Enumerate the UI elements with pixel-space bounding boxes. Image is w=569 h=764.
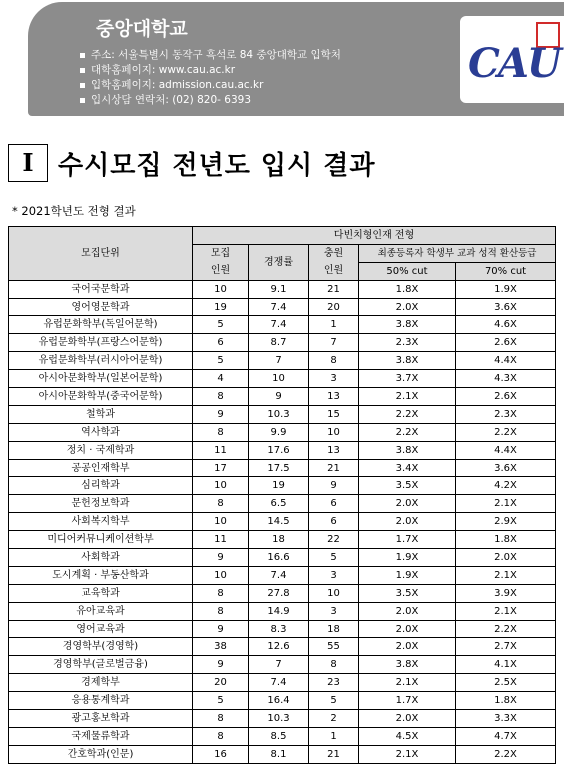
cell-50cut: 1.7X [359,692,456,710]
cell-unit: 유럽문화학부(독일어문학) [9,316,193,334]
cell-ratio: 19 [249,477,309,495]
cell-ratio: 14.5 [249,513,309,531]
cell-quota: 11 [193,531,249,549]
cell-ratio: 7 [249,656,309,674]
cell-ratio: 9.1 [249,280,309,298]
cell-70cut: 4.1X [456,656,556,674]
cell-50cut: 3.8X [359,656,456,674]
cell-50cut: 4.5X [359,727,456,745]
admission-line [80,78,341,93]
cell-ratio: 17.5 [249,459,309,477]
cell-quota: 8 [193,584,249,602]
cell-ratio: 17.6 [249,441,309,459]
cell-unit: 도시계획 · 부동산학과 [9,566,193,584]
cell-quota: 16 [193,745,249,763]
cell-unit: 유럽문화학부(프랑스어문학) [9,334,193,352]
cell-unit: 경영학부(글로벌금융) [9,656,193,674]
cell-ratio: 8.3 [249,620,309,638]
cell-50cut: 3.5X [359,477,456,495]
cell-50cut: 2.0X [359,710,456,728]
homepage-line [80,63,341,78]
table-row [9,352,556,370]
cau-logo [460,16,569,103]
cell-quota: 19 [193,298,249,316]
cell-50cut: 3.8X [359,316,456,334]
cell-ratio: 6.5 [249,495,309,513]
results-table [8,226,556,764]
cell-50cut: 2.3X [359,334,456,352]
cell-50cut: 2.0X [359,638,456,656]
cell-70cut: 3.6X [456,298,556,316]
table-row [9,423,556,441]
cell-extra: 5 [309,549,359,567]
cell-ratio: 8.7 [249,334,309,352]
cell-50cut: 2.1X [359,388,456,406]
header-banner [28,2,564,116]
table-row [9,459,556,477]
logo-text: CAU [468,40,560,87]
cell-quota: 8 [193,423,249,441]
cell-ratio: 7.4 [249,298,309,316]
cell-quota: 17 [193,459,249,477]
address-text: 주소: 서울특별시 동작구 흑석로 84 중앙대학교 입학처 [91,49,341,61]
table-row [9,441,556,459]
cell-50cut: 2.1X [359,745,456,763]
table-row [9,513,556,531]
admission-text: 입학홈페이지: admission.cau.ac.kr [91,79,264,91]
table-row [9,727,556,745]
contact-line [80,93,341,108]
cell-unit: 광고홍보학과 [9,710,193,728]
section-title: 수시모집 전년도 입시 결과 [58,151,376,181]
cell-50cut: 2.0X [359,298,456,316]
cell-extra: 21 [309,745,359,763]
contact-text: 입시상담 연락처: (02) 820- 6393 [91,94,251,106]
cell-ratio: 7 [249,352,309,370]
cell-ratio: 16.4 [249,692,309,710]
cell-70cut: 2.1X [456,566,556,584]
cell-unit: 철학과 [9,405,193,423]
table-row [9,334,556,352]
cell-quota: 5 [193,352,249,370]
cell-quota: 20 [193,674,249,692]
cell-extra: 7 [309,334,359,352]
cell-extra: 8 [309,656,359,674]
cell-50cut: 3.5X [359,584,456,602]
cell-70cut: 1.9X [456,280,556,298]
cell-quota: 9 [193,656,249,674]
cell-unit: 경영학부(경영학) [9,638,193,656]
cell-70cut: 2.1X [456,495,556,513]
cell-70cut: 2.9X [456,513,556,531]
cell-quota: 4 [193,370,249,388]
cell-70cut: 2.3X [456,405,556,423]
cell-unit: 유아교육과 [9,602,193,620]
cell-unit: 유럽문화학부(러시아어문학) [9,352,193,370]
cell-quota: 5 [193,692,249,710]
cell-extra: 5 [309,692,359,710]
table-body [9,280,556,763]
cell-ratio: 27.8 [249,584,309,602]
cell-quota: 8 [193,495,249,513]
cell-unit: 심리학과 [9,477,193,495]
table-row [9,405,556,423]
cell-50cut: 2.0X [359,495,456,513]
table-row [9,495,556,513]
cell-extra: 3 [309,566,359,584]
cell-70cut: 4.7X [456,727,556,745]
cell-70cut: 1.8X [456,531,556,549]
cell-50cut: 3.4X [359,459,456,477]
cell-unit: 응용통계학과 [9,692,193,710]
header-group: 다빈치형인재 전형 [193,227,556,245]
section-number: I [8,144,48,182]
cell-unit: 문헌정보학과 [9,495,193,513]
cell-50cut: 2.2X [359,405,456,423]
cell-50cut: 3.7X [359,370,456,388]
cell-unit: 미디어커뮤니케이션학부 [9,531,193,549]
cell-70cut: 2.2X [456,745,556,763]
cell-ratio: 8.1 [249,745,309,763]
cell-extra: 2 [309,710,359,728]
table-row [9,316,556,334]
cell-extra: 13 [309,388,359,406]
cell-ratio: 7.4 [249,316,309,334]
cell-50cut: 3.8X [359,441,456,459]
cell-50cut: 1.9X [359,566,456,584]
cell-70cut: 2.2X [456,423,556,441]
cell-ratio: 9 [249,388,309,406]
cell-extra: 15 [309,405,359,423]
cell-quota: 8 [193,727,249,745]
table-row [9,692,556,710]
cell-50cut: 3.8X [359,352,456,370]
header-grade: 최종등록자 학생부 교과 성적 환산등급 [359,244,556,262]
cell-quota: 5 [193,316,249,334]
school-name: 중앙대학교 [96,18,188,40]
cell-extra: 21 [309,459,359,477]
cell-extra: 3 [309,602,359,620]
cell-70cut: 4.2X [456,477,556,495]
cell-unit: 정치 · 국제학과 [9,441,193,459]
bullet-icon [80,53,85,58]
cell-extra: 3 [309,370,359,388]
cell-70cut: 4.3X [456,370,556,388]
cell-unit: 역사학과 [9,423,193,441]
table-row [9,710,556,728]
cell-50cut: 2.2X [359,423,456,441]
table-row [9,388,556,406]
cell-unit: 간호학과(인문) [9,745,193,763]
cell-unit: 영어영문학과 [9,298,193,316]
cell-70cut: 2.1X [456,602,556,620]
cell-quota: 10 [193,477,249,495]
table-row [9,477,556,495]
table-row [9,638,556,656]
cell-50cut: 2.1X [359,674,456,692]
cell-ratio: 7.4 [249,674,309,692]
cell-70cut: 4.4X [456,441,556,459]
cell-unit: 공공인재학부 [9,459,193,477]
contact-list [80,48,341,108]
cell-ratio: 8.5 [249,727,309,745]
cell-extra: 20 [309,298,359,316]
cell-extra: 6 [309,495,359,513]
cell-unit: 사회학과 [9,549,193,567]
table-row [9,280,556,298]
cell-extra: 13 [309,441,359,459]
cell-quota: 38 [193,638,249,656]
cell-extra: 9 [309,477,359,495]
cell-50cut: 2.0X [359,620,456,638]
cell-quota: 6 [193,334,249,352]
cell-70cut: 2.7X [456,638,556,656]
cell-quota: 8 [193,602,249,620]
cell-extra: 55 [309,638,359,656]
cell-unit: 교육학과 [9,584,193,602]
cell-unit: 사회복지학부 [9,513,193,531]
header-unit: 모집단위 [9,227,193,281]
cell-50cut: 2.0X [359,602,456,620]
cell-50cut: 1.9X [359,549,456,567]
cell-extra: 23 [309,674,359,692]
cell-70cut: 2.5X [456,674,556,692]
cell-ratio: 9.9 [249,423,309,441]
cell-extra: 10 [309,584,359,602]
cell-70cut: 3.9X [456,584,556,602]
cell-quota: 8 [193,710,249,728]
cell-unit: 아시아문화학부(중국어문학) [9,388,193,406]
cell-extra: 10 [309,423,359,441]
table-row [9,298,556,316]
table-row [9,674,556,692]
cell-unit: 국제물류학과 [9,727,193,745]
table-row [9,602,556,620]
cell-ratio: 14.9 [249,602,309,620]
cell-ratio: 7.4 [249,566,309,584]
cell-70cut: 1.8X [456,692,556,710]
header-ratio: 경쟁률 [249,244,309,280]
cell-70cut: 3.3X [456,710,556,728]
address-line [80,48,341,63]
table-row [9,745,556,763]
cell-extra: 22 [309,531,359,549]
bullet-icon [80,83,85,88]
cell-ratio: 10 [249,370,309,388]
cell-50cut: 1.7X [359,531,456,549]
cell-70cut: 2.6X [456,334,556,352]
cell-quota: 10 [193,566,249,584]
cell-extra: 21 [309,280,359,298]
cell-ratio: 16.6 [249,549,309,567]
cell-unit: 아시아문화학부(일본어문학) [9,370,193,388]
bullet-icon [80,98,85,103]
cell-extra: 8 [309,352,359,370]
cell-quota: 8 [193,388,249,406]
cell-unit: 경제학부 [9,674,193,692]
table-row [9,549,556,567]
homepage-text: 대학홈페이지: www.cau.ac.kr [91,64,236,76]
header-quota: 모집 인원 [193,244,249,280]
header-extra: 충원 인원 [309,244,359,280]
cell-quota: 9 [193,549,249,567]
cell-extra: 18 [309,620,359,638]
table-row [9,584,556,602]
cell-extra: 6 [309,513,359,531]
table-row [9,656,556,674]
cell-70cut: 3.6X [456,459,556,477]
cell-ratio: 10.3 [249,710,309,728]
cell-ratio: 10.3 [249,405,309,423]
cell-quota: 10 [193,280,249,298]
table-row [9,531,556,549]
cell-50cut: 1.8X [359,280,456,298]
cell-70cut: 2.0X [456,549,556,567]
cell-unit: 영어교육과 [9,620,193,638]
cell-unit: 국어국문학과 [9,280,193,298]
cell-70cut: 2.6X [456,388,556,406]
cell-quota: 9 [193,405,249,423]
cell-ratio: 18 [249,531,309,549]
cell-ratio: 12.6 [249,638,309,656]
table-row [9,566,556,584]
cell-quota: 10 [193,513,249,531]
cell-50cut: 2.0X [359,513,456,531]
header-50cut: 50% cut [359,262,456,280]
cell-quota: 11 [193,441,249,459]
cell-70cut: 2.2X [456,620,556,638]
cell-70cut: 4.4X [456,352,556,370]
header-70cut: 70% cut [456,262,556,280]
table-row [9,620,556,638]
cell-70cut: 4.6X [456,316,556,334]
table-row [9,370,556,388]
cell-quota: 9 [193,620,249,638]
table-caption: * 2021학년도 전형 결과 [12,204,136,218]
cell-extra: 1 [309,316,359,334]
bullet-icon [80,68,85,73]
cell-extra: 1 [309,727,359,745]
